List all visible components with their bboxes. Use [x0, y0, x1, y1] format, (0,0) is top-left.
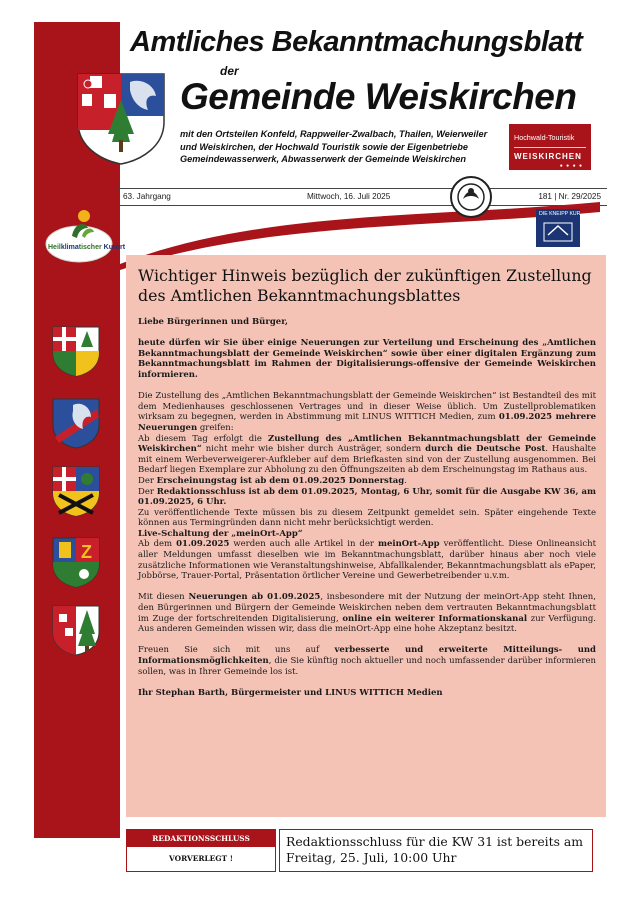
touristik-top-label: Hochwald-Touristik — [514, 133, 575, 142]
heilklimatischer-kurort-logo — [44, 206, 114, 264]
masthead-title-line2: Gemeinde Weiskirchen — [180, 76, 577, 117]
article-paragraph: Mit diesen Neuerungen ab 01.09.2025, insbesondere mit der Nutzung der meinOrt-App steht Ihnen, den Bürgerinnen und Bürgern der Gemeinde Weiskirchen neben dem vertrauten Bekanntmachungsblatt im Zuge der fortschreitenden Digitalisierung, online ein weiterer Informationskanal zur Verfügung. Aus anderen Gemeinden wissen wir, dass die meinOrt-App eine hohe Akzeptanz besitzt. — [138, 592, 597, 635]
article-intro: heute dürfen wir Sie über einige Neuerungen zur Verteilung und Erscheinung des „Amtlichen Bekanntmachungsblatt der Gemeinde Weiskirchen“ sowie über einer digitalen Ergänzung zum Bekanntmachungsblatt im Rahmen der Digitalisierungs-offensive der Gemeinde Weiskirchen informieren. — [138, 338, 596, 380]
klima-part1: Heil — [48, 244, 61, 251]
coat-of-arms-weiskirchen-icon — [74, 70, 168, 166]
issue-number: 181 | Nr. 29/2025 — [538, 192, 601, 201]
touristik-dots: ● ● ● ● — [559, 163, 583, 169]
article-paragraph: Der Redaktionsschluss ist ab dem 01.09.2025, Montag, 6 Uhr, somit für die Ausgabe KW 36, am 01.09.2025, 6 Uhr. — [138, 486, 596, 508]
article-paragraph: Freuen Sie sich mit uns auf verbesserte und erweiterte Mitteilungs- und Informationsmöglichkeiten, die Sie künftig noch aktueller und noch umfassender darüber informieren sollen, was in Ihrer Gemeinde los ist. — [138, 645, 596, 677]
coat-of-arms-weierweiler-icon — [51, 536, 101, 588]
svg-text:Z: Z — [81, 542, 92, 562]
article-paragraph: Zu veröffentlichende Texte müssen bis zu diesem Zeitpunkt gemeldet sein. Später eingehende Texte können aus Termingründen dann nicht mehr berücksichtigt werden. — [138, 507, 596, 529]
article-subheading: Live-Schaltung der „meinOrt-App“ — [138, 528, 303, 539]
hochwald-touristik-logo — [509, 124, 591, 170]
article-paragraph: Die Zustellung des „Amtlichen Bekanntmachungsblatt der Gemeinde Weiskirchen“ ist Bestandteil des mit dem Medienhauses geschlossenen Vertrages und in dieser Weise üblich. Um Zustellproblematiken wirksam zu begegnen, werden in Abstimmung mit LINUS WITTICH Medien, zum 01.09.2025 mehrere Neuerungen greifen: — [138, 391, 596, 433]
touristik-bottom-label: WEISKIRCHEN — [514, 152, 582, 161]
article-content — [138, 317, 596, 698]
klima-part2: klima — [60, 244, 79, 251]
kneipp-emblem-icon — [542, 221, 574, 243]
issue-date: Mittwoch, 16. Juli 2025 — [307, 192, 391, 201]
article-paragraph: Ab dem 01.09.2025 werden auch alle Artikel in der meinOrt-App veröffentlicht. Diese Onlineansicht aller Meldungen umfasst dieselben wie im Bekanntmachungsblatt, darüber hinaus aber noch viele zusätzliche Informationen wie Veranstaltungshinweise, Abfallkalender, Bekanntmachungsblatt als ePaper, Jobbörse, Trauer-Portal, Präsentation örtlicher Vereine und Gewerbetreibender u.v.m. — [138, 539, 596, 582]
article-signature: Ihr Stephan Barth, Bürgermeister und LINUS WITTICH Medien — [138, 687, 443, 698]
masthead-title-der: der — [220, 64, 239, 78]
klima-part3: tischer — [78, 244, 102, 251]
issue-volume: 63. Jahrgang — [123, 192, 171, 201]
redaktionsschluss-notice: Redaktionsschluss für die KW 31 ist bereits am Freitag, 25. Juli, 10:00 Uhr — [279, 829, 593, 872]
article-headline: Wichtiger Hinweis bezüglich der zukünftigen Zustellung des Amtlichen Bekanntmachungsblattes — [138, 266, 592, 305]
redaktionsschluss-subtitle: VORVERLEGT ! — [169, 854, 233, 863]
redaktionsschluss-box — [126, 829, 276, 872]
blue-angel-seal-icon — [449, 175, 493, 219]
coat-of-arms-thailen-icon — [51, 465, 101, 517]
coat-of-arms-rappweiler-zwalbach-icon — [51, 397, 101, 449]
article-paragraph: Der Erscheinungstag ist ab dem 01.09.2025 Donnerstag. — [138, 475, 407, 486]
klima-part4: Kurort — [103, 244, 126, 251]
kneipp-kur-logo — [536, 209, 580, 247]
article-greeting: Liebe Bürgerinnen und Bürger, — [138, 317, 289, 327]
redaktionsschluss-title: REDAKTIONSSCHLUSS — [127, 830, 275, 847]
masthead-title-line1: Amtliches Bekanntmachungsblatt — [130, 26, 583, 58]
klima-label — [48, 244, 126, 251]
article-paragraph: Ab diesem Tag erfolgt die Zustellung des „Amtlichen Bekanntmachungsblatt der Gemeinde Weiskirchen“ nicht mehr wie bisher durch Austräger, sondern durch die Deutsche Post. Haushalte mit einem Werbeverweigerer-Aufkleber auf dem Briefkasten sind von der Zustellung ausgenommen. Bei Bedarf liegen Exemplare zur Abholung zu den Öffnungszeiten ab dem Erscheinungstag im Rathaus aus. — [138, 433, 597, 476]
masthead-subtitle: mit den Ortsteilen Konfeld, Rappweiler-Zwalbach, Thailen, Weierweiler und Weiskirchen, der Hochwald Touristik sowie der Eigenbetriebe Gemeindewasserwerk, Abwasserwerk der Gemeinde Weiskirchen — [180, 129, 488, 164]
issue-info-bar — [117, 188, 607, 206]
touristik-divider — [514, 147, 586, 148]
coat-of-arms-konfeld-icon — [51, 325, 101, 377]
coat-of-arms-weiskirchen-district-icon — [51, 604, 101, 656]
kneipp-label: DIE KNEIPP KUR — [539, 211, 581, 217]
